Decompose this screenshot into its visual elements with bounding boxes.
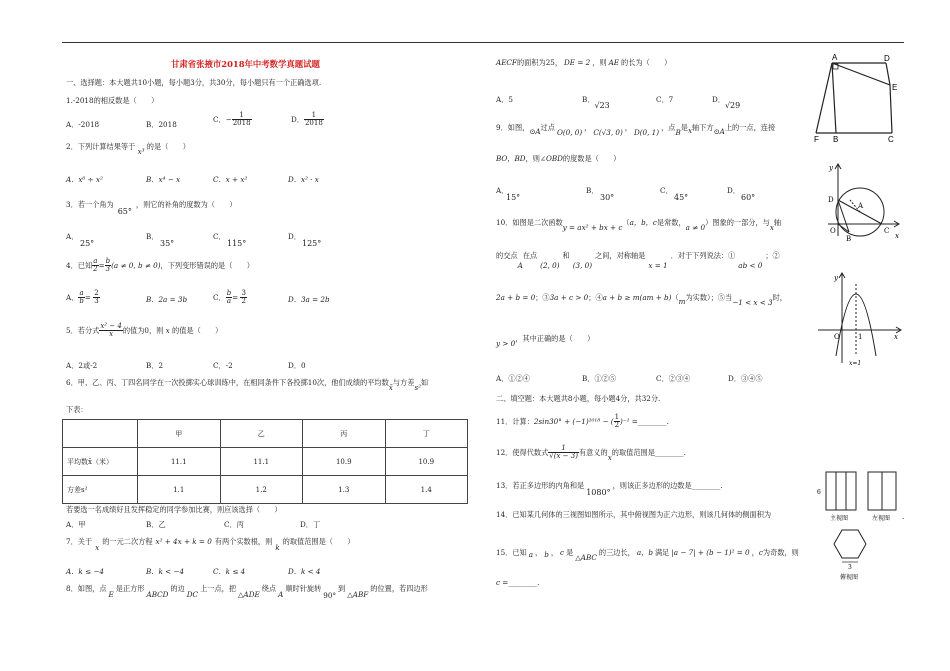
q8-option-d: D．√29 — [712, 95, 741, 110]
q3-option-d: D． 125° — [288, 232, 322, 249]
q4-option-b: B．2a = 3b — [146, 295, 188, 304]
table-header: 丁 — [385, 420, 468, 448]
q7-stem: 7．关于x的一元二次方程 x² + 4x + k = 0 有两个实数根，则k的取值范围是（ ） — [66, 537, 355, 552]
table-header: 甲 — [138, 420, 221, 448]
q7-option-d: D．k < 4 — [288, 567, 321, 576]
q9-line2: BO，BD，则∠OBD的度数是（ ） — [496, 154, 621, 163]
q3-option-b: B． 35° — [146, 232, 175, 249]
q8-option-c: C．7 — [656, 95, 674, 104]
fig9-label-o: O — [830, 227, 836, 235]
q10-line3: 2a + b = 0；③3a + c > 0；④a + b ≥ m(am + b)（m为实数）；⑤当−1 < x < 3时， — [496, 293, 787, 307]
q1-option-c: C．− $\frac{1}{2018}$ — [213, 111, 251, 128]
fig14-front-view-label: 主视图 — [830, 515, 849, 522]
fig10-parabola-diagram — [814, 268, 904, 368]
q8-line1: 8．如图，点E是正方形ABCD的边DC上一点，把△ADE绕点A顺时针旋转90°到△ABF的位置，若四边形 — [66, 584, 428, 600]
fig10-label-y: y — [834, 274, 838, 282]
table-cell: 1.1 — [138, 476, 221, 504]
table-header: 丙 — [303, 420, 386, 448]
q14-dot: . — [902, 512, 905, 521]
table-cell: 11.1 — [220, 448, 303, 476]
q15-line2: c =________. — [496, 578, 540, 587]
table-cell: 11.1 — [138, 448, 221, 476]
q10-line4: y > 0，其中正确的是（ ） — [496, 334, 595, 348]
q6-table — [62, 419, 468, 504]
fig10-label-axis: x=1 — [849, 360, 862, 367]
fig14-top-view-label: 俯视图 — [840, 574, 859, 581]
fig9-label-c: C — [884, 227, 890, 235]
q1-stem: 1.-2018的相反数是（ ） — [66, 96, 159, 105]
q9-line1: 9．如图，⊙A过点O(0, 0)，C(√3, 0)，D(0, 1)，点B是x轴下方⊙A上的一点，连接 — [496, 123, 776, 137]
fig9-label-d: D — [828, 196, 834, 204]
q10-option-a: A．①②④ — [496, 374, 530, 383]
q4-option-a: A． $\frac{a}{b}$ = $\frac{2}{3}$ — [66, 289, 99, 306]
q5-option-a: A．2或-2 — [66, 361, 98, 370]
q7-option-b: B．k < −4 — [146, 567, 185, 576]
table-header: 乙 — [220, 420, 303, 448]
q10-line2: 的交点A在点(2, 0)和(3, 0)之间，对称轴是x = 1．对于下列说法：①ab < 0；② — [496, 251, 780, 270]
q4-option-c: C． $\frac{b}{a}$ = $\frac{3}{2}$ — [213, 289, 246, 306]
q9-option-c: C． 45° — [660, 186, 689, 203]
q3-option-c: C． 115° — [213, 232, 247, 249]
q1-option-b: B．2018 — [146, 120, 177, 129]
q1-option-a: A．-2018 — [66, 120, 100, 129]
q10-option-b: B．①②⑤ — [582, 374, 617, 383]
q2-option-d: D．x² · x — [288, 175, 319, 184]
q10-option-d: D．③④⑤ — [728, 374, 763, 383]
table-row — [63, 420, 468, 448]
page-title: 甘肃省张掖市2018年中考数学真题试题 — [171, 59, 320, 69]
q7-option-c: C．k ≤ 4 — [213, 567, 246, 576]
q4-option-d: D．3a = 2b — [288, 295, 330, 304]
q5-option-b: B．2 — [146, 361, 164, 370]
q14: 14．已知某几何体的三视图如图所示，其中俯视图为正六边形，则该几何体的侧面积为 — [496, 510, 772, 519]
q12: 12．使得代数式 $\frac{1}{√(x - 3)}$ 有意义的x的取值范围是________. — [496, 444, 686, 462]
table-cell: 1.3 — [303, 476, 386, 504]
fig8-label-e: E — [892, 83, 898, 92]
q6-option-d: D．丁 — [300, 520, 321, 529]
q9-option-a: A． 15° — [496, 186, 521, 203]
table-cell: 1.4 — [385, 476, 468, 504]
table-row-label: 方差s² — [63, 476, 138, 504]
fig14-height-label: 6 — [817, 489, 821, 496]
q6-line2: 下表： — [66, 405, 88, 414]
fig8-label-d: D — [884, 54, 890, 63]
table-cell: 10.9 — [303, 448, 386, 476]
fig9-label-x: x — [895, 232, 899, 240]
q15-line1: 15．已知 a ， b ， c 是△ABC的三边长， a，b 满足 |a − 7| + (b − 1)² = 0 ，c为奇数，则 — [496, 548, 799, 562]
fig8-label-f: F — [814, 135, 819, 144]
fig8-label-b: B — [833, 135, 839, 144]
q6-stem: 6．甲、乙、丙、丁四名同学在一次投掷实心球训练中，在相同条件下各投掷10次，他们成绩的平均数x̄与方差s²如 — [66, 378, 429, 392]
q8-option-a: A．5 — [496, 95, 513, 104]
fig8-label-a: A — [832, 53, 838, 62]
fig14-left-view-label: 左视图 — [872, 515, 891, 522]
section1-heading: 一、选择题：本大题共10小题，每小题3分，共30分，每小题只有一个正确选项. — [66, 78, 322, 87]
q1-option-d: D． $\frac{1}{2018}$ — [291, 111, 323, 128]
q3-option-a: A． 25° — [66, 232, 95, 249]
q9-option-d: D． 60° — [727, 186, 756, 203]
q11: 11．计算：2sin30° + (−1)²⁰¹⁸ − ( $\frac{1}{2}$ )⁻¹ =________. — [496, 413, 669, 430]
q2-option-c: C．x + x² — [213, 175, 248, 184]
q6-option-c: C．丙 — [224, 520, 244, 529]
fig8-label-c: C — [888, 135, 894, 144]
fig14-width-label: 3 — [848, 564, 852, 571]
fig8-square-diagram — [808, 50, 904, 146]
table-row-label: 平均数x̄（米） — [63, 448, 138, 476]
fig9-circle-diagram — [824, 160, 902, 242]
q5-option-c: C．-2 — [213, 361, 233, 370]
q9-option-b: B． 30° — [586, 186, 615, 203]
q5-stem: 5．若分式 $\frac{\text{x² − 4}}{x}$ 的值为0，则 x 的值是（ ） — [66, 322, 223, 339]
q8-line2: AECF的面积为25， DE = 2 ，则 AE 的长为（ ） — [496, 58, 672, 67]
table-cell: 1.2 — [220, 476, 303, 504]
top-rule — [62, 42, 904, 43]
fig9-label-y: y — [829, 164, 833, 172]
q2-option-b: B．x⁴ − x — [146, 175, 181, 184]
q13: 13．若正多边形的内角和是1080°，则该正多边形的边数是________. — [496, 481, 723, 497]
fig10-label-x: x — [894, 333, 898, 341]
q5-option-d: D．0 — [288, 361, 306, 370]
fig10-label-1: 1 — [858, 333, 863, 341]
q3-stem: 3．若一个角为65°，则它的补角的度数为（ ） — [66, 200, 237, 216]
q6-option-b: B．乙 — [146, 520, 166, 529]
q8-option-b: B．√23 — [582, 95, 610, 110]
q6-after: 若要选一名成绩好且发挥稳定的同学参加比赛，则应该选择（ ） — [66, 505, 282, 514]
table-row — [63, 448, 468, 476]
fig14-three-views-diagram — [814, 466, 904, 584]
table-cell: 10.9 — [385, 448, 468, 476]
q10-option-c: C．②③④ — [656, 374, 691, 383]
q2-option-a: A．x⁶ ÷ x² — [66, 175, 103, 184]
fig9-label-a: A — [858, 202, 864, 210]
q4-stem: 4．已知 $\frac{a}{2}$ = $\frac{b}{3}$ (a ≠ 0, b ≠ 0)，下列变形错误的是（ ） — [66, 257, 254, 274]
table-row — [63, 476, 468, 504]
table-cell — [63, 420, 138, 448]
q7-option-a: A．k ≤ −4 — [66, 567, 104, 576]
section2-heading: 二、填空题：本大题共8小题，每小题4分，共32分. — [496, 394, 661, 403]
fig10-label-o: O — [834, 333, 840, 341]
q10-line1: 10．如图是二次函数y = ax² + bx + c（a，b，c是常数，a ≠ 0）图象的一部分，与x轴 — [496, 218, 782, 232]
fig9-label-b: B — [846, 235, 852, 242]
q6-option-a: A．甲 — [66, 520, 86, 529]
q2-stem: 2．下列计算结果等于 x³ 的是（ ） — [66, 142, 190, 156]
